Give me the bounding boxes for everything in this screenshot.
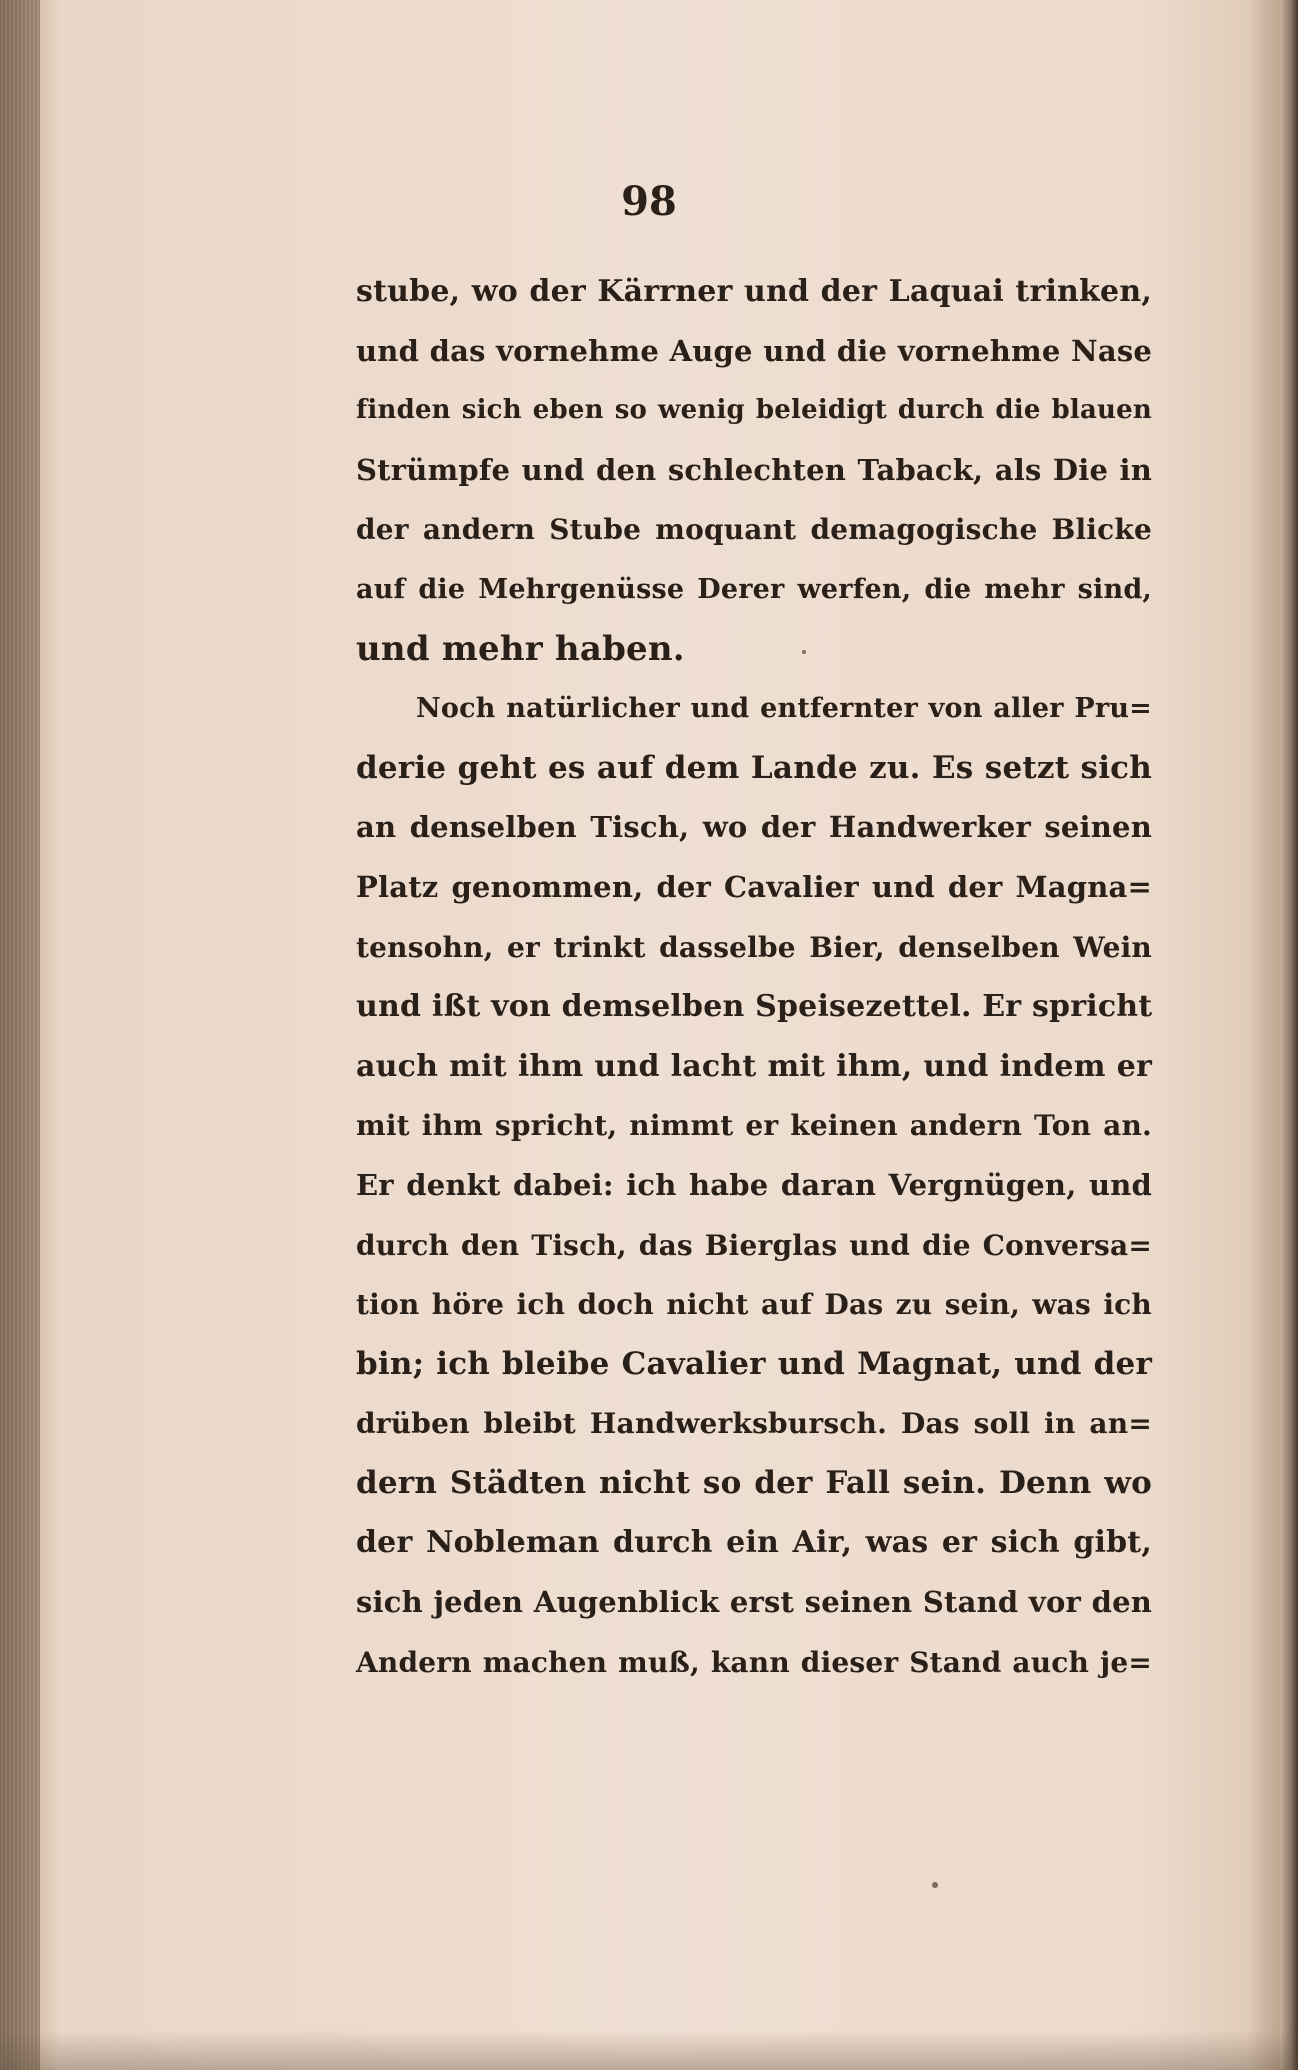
text-line: und ißt von demselben Speisezettel. Er spricht: [356, 989, 1153, 1025]
text-line: Strümpfe und den schlechten Taback, als Die in: [356, 452, 1152, 487]
text-line: Andern machen muß, kann dieser Stand auch je=: [356, 1645, 1152, 1679]
text-line: auf die Mehrgenüsse Derer werfen, die mehr sind,: [356, 573, 1152, 605]
text-line: und das vornehme Auge und die vornehme Nase: [356, 333, 1152, 368]
text-line: tensohn, er trinkt dasselbe Bier, denselben Wein: [356, 930, 1152, 964]
text-line: stube, wo der Kärrner und der Laquai trinken,: [356, 274, 1152, 309]
text-line: an denselben Tisch, wo der Handwerker seinen: [356, 810, 1152, 845]
text-line: finden sich eben so wenig beleidigt durch die blauen: [356, 395, 1152, 426]
page-stack-edge-left: [0, 0, 40, 2070]
text-line: drüben bleibt Handwerksbursch. Das soll in an=: [356, 1407, 1152, 1441]
text-line: der Nobleman durch ein Air, was er sich gibt,: [356, 1525, 1152, 1561]
text-line: mit ihm spricht, nimmt er keinen andern Ton an.: [356, 1109, 1152, 1143]
text-line: auch mit ihm und lacht mit ihm, und indem er: [356, 1048, 1152, 1084]
text-line: Er denkt dabei: ich habe daran Vergnügen, und: [356, 1167, 1152, 1202]
page-edge-right: [1280, 0, 1298, 2070]
text-line: tion höre ich doch nicht auf Das zu sein, was ich: [356, 1288, 1152, 1322]
body-text: [356, 262, 1152, 1692]
paragraph-end-line: und mehr haben.: [356, 628, 685, 669]
text-line: derie geht es auf dem Lande zu. Es setzt sich: [356, 749, 1152, 786]
paragraph-start-line: Noch natürlicher und entfernter von aller Pru=: [416, 693, 1152, 725]
text-line: Platz genommen, der Cavalier und der Magna=: [356, 869, 1152, 904]
text-line: bin; ich bleibe Cavalier und Magnat, und der: [356, 1345, 1152, 1382]
text-line: sich jeden Augenblick erst seinen Stand vor den: [356, 1585, 1152, 1620]
page-bottom-shade: [0, 2030, 1298, 2070]
text-line: durch den Tisch, das Bierglas und die Conversa=: [356, 1228, 1152, 1262]
paper-speck: [932, 1882, 938, 1888]
text-line: dern Städten nicht so der Fall sein. Denn wo: [356, 1464, 1152, 1501]
text-line: der andern Stube moquant demagogische Blicke: [356, 513, 1152, 547]
page-number: 98: [621, 178, 677, 225]
